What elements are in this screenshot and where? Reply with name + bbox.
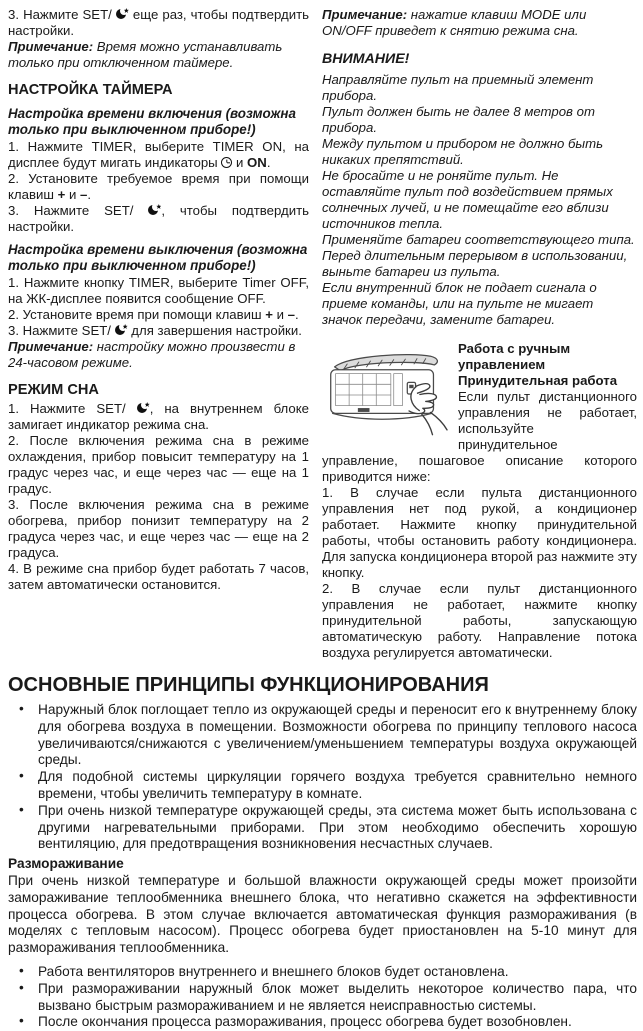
text-segment: Перед длительным перерывом в использовании, выньте батареи из пульта. bbox=[322, 248, 628, 279]
text-segment: Примечание: bbox=[322, 7, 408, 22]
text-segment: Не бросайте и не роняйте пульт. Не оставляйте пульт под воздействием прямых солнечных лучей, и не помещайте его вблизи источников тепла. bbox=[322, 168, 613, 231]
section-heading-sleep bbox=[8, 382, 309, 399]
open-lid bbox=[335, 355, 438, 371]
paragraph bbox=[322, 581, 637, 661]
text-segment: , чтобы подтвердить настройки. bbox=[8, 203, 309, 234]
text-segment: Пульт должен быть не далее 8 метров от прибора. bbox=[322, 104, 595, 135]
main-section-title: ОСНОВНЫЕ ПРИНЦИПЫ ФУНКЦИОНИРОВАНИЯ bbox=[8, 674, 489, 696]
bullet-item bbox=[8, 702, 637, 769]
text-segment: 2. Установите требуемое время при помощи клавиш bbox=[8, 171, 309, 202]
text-segment: 2. После включения режима сна в режиме охлаждения, прибор повысит температуру на 1 градус через час, и еще через час — еще на 1 градус. bbox=[8, 433, 309, 496]
paragraph bbox=[8, 561, 309, 593]
text-segment: + bbox=[57, 187, 66, 202]
text-segment: При очень низкой температуре окружающей среды, эта система может быть использована с другими нагревательными приборами. При этом необходимо обеспечить хорошую вентиляцию, для предотвращения возникновения несчастных случаев. bbox=[38, 802, 637, 852]
text-segment: Работа вентиляторов внутреннего и внешнего блоков будет остановлена. bbox=[38, 963, 509, 979]
text-segment: 1. Нажмите кнопку TIMER, выберите Timer OFF, на ЖК-дисплее появится сообщение OFF. bbox=[8, 275, 309, 306]
text-segment: Настройка времени выключения (возможна только при выключенном приборе!) bbox=[8, 242, 308, 273]
paragraph bbox=[322, 72, 637, 104]
text-segment: – bbox=[79, 187, 88, 202]
paragraph bbox=[8, 139, 309, 171]
moon-star-icon bbox=[116, 8, 129, 20]
defrost-heading bbox=[8, 856, 637, 873]
text-segment: и bbox=[272, 307, 288, 322]
moon-star-icon bbox=[115, 324, 128, 336]
text-segment: – bbox=[287, 307, 295, 322]
moon-star-icon bbox=[148, 204, 161, 216]
bullet-item bbox=[8, 981, 637, 1015]
paragraph bbox=[322, 136, 637, 168]
text-segment: Размораживание bbox=[8, 856, 124, 872]
paragraph bbox=[322, 104, 637, 136]
text-segment: 3. Нажмите SET/ bbox=[8, 323, 115, 338]
text-segment: 1. В случае если пульта дистанционного управления нет под рукой, а кондиционер работает. Нажмите кнопку принудительной работы, чтобы остановить работу кондиционера. Для запуска кондиционера второй раз нажмите эту кнопку. bbox=[322, 485, 637, 580]
text-segment: для завершения настройки. bbox=[127, 323, 302, 338]
paragraph bbox=[8, 275, 309, 307]
text-segment: Примечание: bbox=[8, 39, 94, 54]
text-segment: Применяйте батареи соответствующего типа. bbox=[322, 232, 635, 247]
bullet-item bbox=[8, 1014, 637, 1031]
paragraph bbox=[8, 203, 309, 235]
moon-star-icon bbox=[137, 402, 150, 414]
paragraph bbox=[8, 7, 309, 39]
text-segment: и bbox=[232, 155, 248, 170]
paragraph bbox=[8, 497, 309, 561]
text-segment: Между пультом и прибором не должно быть никаких препятствий. bbox=[322, 136, 604, 167]
text-segment: + bbox=[265, 307, 273, 322]
text-segment: 3. Нажмите SET/ bbox=[8, 203, 149, 218]
text-segment: 2. В случае если пульт дистанционного управления не работает, нажмите кнопку принудительной работы, запускающую автоматическую работу. Направление потока воздуха регулируется автоматически. bbox=[322, 581, 637, 660]
text-segment: Для подобной системы циркуляции горячего воздуха требуется сравнительно немного времени, чтобы увеличить температуру в комнате. bbox=[38, 769, 637, 801]
bullet-item bbox=[8, 964, 637, 981]
text-segment: Если внутренний блок не подает сигнала о приеме команды, или на пульте не мигает значок передачи, замените батареи. bbox=[322, 280, 597, 327]
subheading-timer-on bbox=[8, 106, 309, 138]
paragraph bbox=[322, 280, 637, 328]
text-segment: Если пульт дистанционного управления не работает, используйте принудительное управление, пошаговое описание которого приводится ниже: bbox=[322, 389, 637, 484]
principles-section bbox=[8, 674, 637, 1031]
section-heading-timer bbox=[8, 82, 309, 99]
paragraph bbox=[8, 433, 309, 497]
manual-operation-section bbox=[322, 341, 637, 661]
text-segment: При очень низкой температуре и большой влажности окружающей среды может произойти замораживание теплообменника внешнего блока, что негативно скажется на эффективности процесса обогрева. В этом случае включается автоматическая функция размораживания (в моделях с тепловым насосом). Процесс обогрева будет приостановлен на 5-10 минут для размораживания теплообменника. bbox=[8, 872, 637, 956]
text-segment: 3. Нажмите SET/ bbox=[8, 7, 116, 22]
paragraph bbox=[322, 168, 637, 232]
two-column-area bbox=[8, 7, 637, 661]
text-segment: 1. Нажмите SET/ bbox=[8, 401, 137, 416]
timer-clock-icon bbox=[221, 157, 232, 168]
right-column bbox=[322, 7, 637, 661]
paragraph bbox=[8, 307, 309, 323]
text-segment: 2. Установите время при помощи клавиш bbox=[8, 307, 266, 322]
bullet-list bbox=[8, 702, 637, 853]
text-segment: Время можно устанавливать только при отключенном таймере. bbox=[8, 39, 283, 70]
text-segment: 1. Нажмите TIMER, выберите TIMER ON, на дисплее будут мигать индикаторы bbox=[8, 139, 309, 170]
paragraph bbox=[8, 401, 309, 433]
text-segment: и bbox=[65, 187, 80, 202]
paragraph bbox=[322, 232, 637, 248]
note-paragraph bbox=[8, 39, 309, 71]
text-segment: 3. После включения режима сна в режиме обогрева, прибор понизит температуру на 2 градуса через час, и еще через час — еще на 2 градуса. bbox=[8, 497, 309, 560]
text-segment: Настройка времени включения (возможна только при выключенном приборе!) bbox=[8, 106, 296, 137]
text-segment: ON bbox=[247, 155, 267, 170]
text-segment: Направляйте пульт на приемный элемент прибора. bbox=[322, 72, 594, 103]
text-segment: Примечание: bbox=[8, 339, 94, 354]
attention-heading bbox=[322, 51, 637, 67]
note-paragraph bbox=[322, 7, 637, 39]
text-segment: настройку можно произвести в 24-часовом режиме. bbox=[8, 339, 296, 370]
left-column bbox=[8, 7, 309, 661]
subheading-timer-off bbox=[8, 242, 309, 274]
text-segment: Принудительная работа bbox=[458, 373, 618, 388]
bullet-list bbox=[8, 964, 637, 1031]
text-segment: Работа с ручным управлением bbox=[458, 341, 571, 372]
principles-content bbox=[8, 702, 637, 1031]
paragraph bbox=[8, 323, 309, 339]
text-segment: . bbox=[266, 155, 271, 170]
right-column-top bbox=[322, 7, 637, 328]
bullet-item bbox=[8, 769, 637, 803]
text-segment: НАСТРОЙКА ТАЙМЕРА bbox=[8, 82, 173, 98]
paragraph bbox=[322, 485, 637, 581]
paragraph bbox=[322, 248, 637, 280]
paragraph bbox=[8, 873, 637, 957]
text-segment: Наружный блок поглощает тепло из окружающей среды и переносит его к внутреннему блоку для обогрева воздуха в помещении. Возможности обогрева по принципу теплового насоса увеличиваются/снижаются с увеличением/уменьшением температуры воздуха окружающей среды. bbox=[38, 702, 637, 768]
text-segment: После окончания процесса размораживания, процесс обогрева будет возобновлен. bbox=[38, 1014, 572, 1030]
note-paragraph bbox=[8, 339, 309, 371]
text-segment: 4. В режиме сна прибор будет работать 7 часов, затем автоматически остановится. bbox=[8, 561, 309, 592]
text-segment: . bbox=[294, 307, 299, 322]
paragraph bbox=[8, 171, 309, 203]
text-segment: , на внутреннем блоке замигает индикатор режима сна. bbox=[8, 401, 309, 432]
text-segment: нажатие клавиш MODE или ON/OFF приведет к снятию режима сна. bbox=[322, 7, 587, 38]
text-segment: ВНИМАНИЕ! bbox=[322, 51, 410, 67]
ac-unit-hand-illustration bbox=[322, 343, 448, 445]
text-segment: . bbox=[87, 187, 91, 202]
text-segment: РЕЖИМ СНА bbox=[8, 382, 99, 398]
bullet-item bbox=[8, 803, 637, 853]
text-segment: еще раз, чтобы подтвердить настройки. bbox=[8, 7, 309, 38]
text-segment: При размораживании наружный блок может выделить некоторое количество пара, что вызвано быстрым размораживанием и не является неисправностью системы. bbox=[38, 980, 637, 1013]
